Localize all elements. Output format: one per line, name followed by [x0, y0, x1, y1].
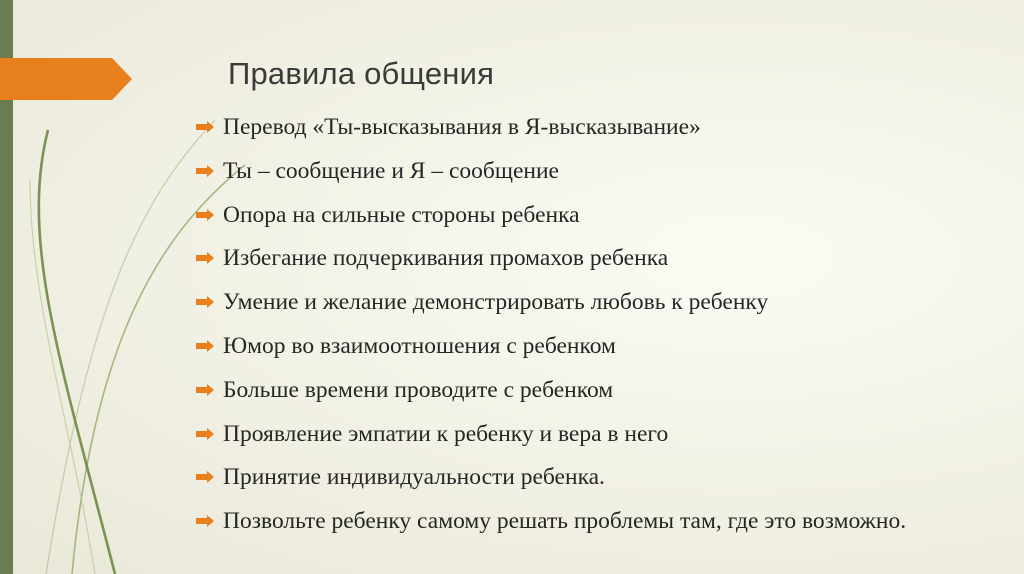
list-item-text: Юмор во взаимоотношения с ребенком — [223, 332, 616, 359]
list-item-text: Избегание подчеркивания промахов ребенка — [223, 245, 669, 272]
list-item — [194, 375, 994, 405]
list-item — [194, 243, 994, 273]
list-item — [194, 419, 994, 449]
orange-arrow-icon — [196, 471, 214, 483]
list-item-text: Перевод «Ты-высказывания в Я-высказывание» — [223, 114, 701, 140]
list-item — [194, 331, 994, 361]
orange-arrow-icon — [196, 252, 214, 264]
list-item-text: Позвольте ребенку самому решать проблемы там, где это возможно. — [223, 508, 907, 535]
orange-arrow-icon — [196, 209, 214, 221]
list-item-text: Принятие индивидуальности ребенка. — [223, 464, 605, 491]
orange-arrow-icon — [196, 515, 214, 527]
list-item — [194, 287, 994, 317]
list-item — [194, 200, 994, 230]
bullet-list — [194, 112, 994, 550]
orange-arrow-icon — [196, 428, 214, 440]
orange-arrow-icon — [196, 165, 214, 177]
list-item — [194, 506, 994, 536]
orange-arrow-icon — [196, 384, 214, 396]
list-item-text: Больше времени проводите с ребенком — [223, 376, 614, 403]
slide-title: Правила общения — [228, 56, 495, 91]
orange-arrow-icon — [196, 296, 214, 308]
list-item — [194, 156, 994, 186]
orange-arrow-icon — [196, 340, 214, 352]
list-item-text: Умение и желание демонстрировать любовь к ребенку — [223, 289, 769, 316]
list-item-text: Ты – сообщение и Я – сообщение — [223, 157, 559, 184]
list-item-text: Опора на сильные стороны ребенка — [223, 201, 580, 228]
orange-arrow-icon — [196, 121, 214, 133]
list-item — [194, 462, 994, 492]
list-item — [194, 112, 994, 142]
list-item-text: Проявление эмпатии к ребенку и вера в него — [223, 420, 669, 447]
title-accent-tab — [0, 58, 132, 100]
